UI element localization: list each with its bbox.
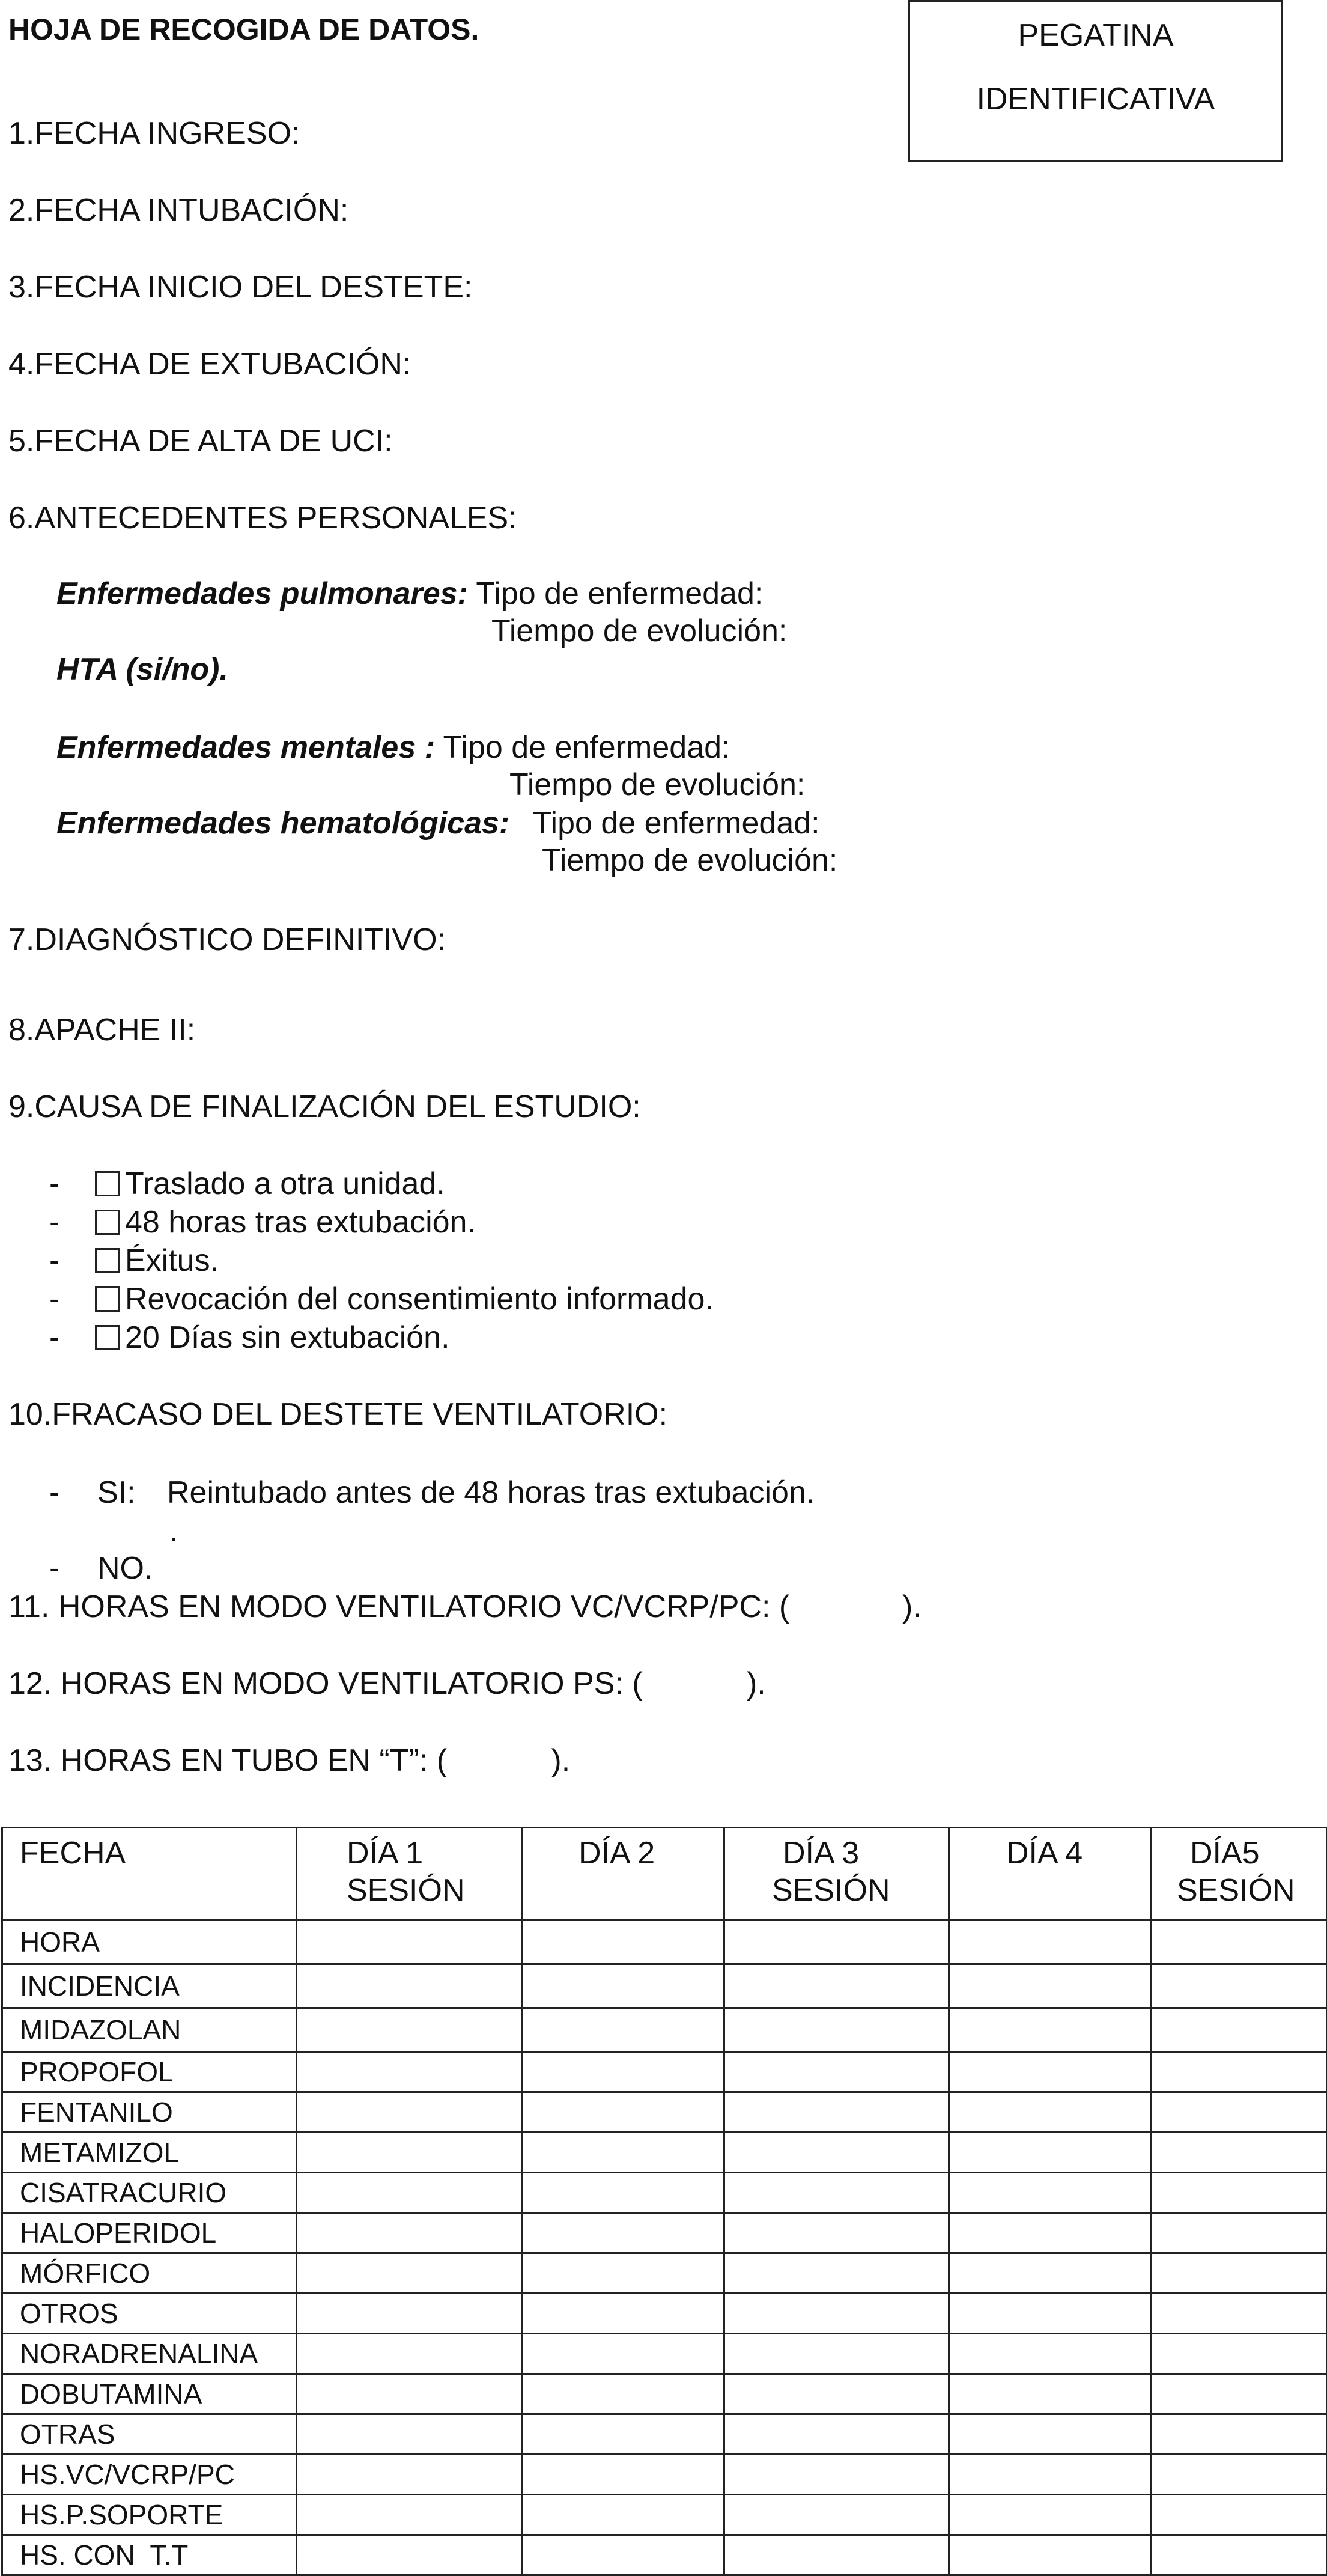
table-row — [2, 2213, 1327, 2253]
row-label: HORA — [2, 1920, 297, 1964]
entry-cell[interactable] — [949, 2294, 1151, 2334]
entry-cell[interactable] — [724, 2535, 949, 2575]
entry-cell[interactable] — [297, 2092, 523, 2133]
hematologicas-tiempo: Tiempo de evolución: — [542, 843, 838, 878]
hta-label: HTA (si/no). — [56, 652, 228, 687]
mentales-tiempo: Tiempo de evolución: — [509, 767, 806, 802]
entry-cell[interactable] — [1151, 2253, 1327, 2294]
entry-cell[interactable] — [1151, 2008, 1327, 2052]
causa-dash: - — [49, 1320, 60, 1355]
checkbox[interactable] — [95, 1248, 120, 1273]
row-label: HALOPERIDOL — [2, 2213, 297, 2253]
antecedente-hematologicas — [56, 808, 820, 839]
header-fecha: FECHA — [2, 1828, 297, 1920]
header-sesion-label: SESIÓN — [1177, 1873, 1295, 1908]
causa-dash: - — [49, 1205, 60, 1240]
antecedente-mentales — [56, 732, 730, 763]
row-label: MIDAZOLAN — [2, 2008, 297, 2052]
entry-cell[interactable] — [1151, 2495, 1327, 2535]
table-header-row — [2, 1828, 1327, 1920]
table-row — [2, 2294, 1327, 2334]
fracaso-dash: - — [49, 1551, 60, 1586]
entry-cell[interactable] — [523, 2008, 724, 2052]
entry-cell[interactable] — [523, 2052, 724, 2092]
field-fecha-inicio-destete: 3.FECHA INICIO DEL DESTETE: — [8, 270, 473, 305]
checkbox[interactable] — [95, 1286, 120, 1312]
header-day-label: DÍA 1 — [347, 1836, 424, 1871]
entry-cell[interactable] — [297, 2455, 523, 2495]
entry-cell[interactable] — [949, 2092, 1151, 2133]
entry-cell[interactable] — [1151, 1964, 1327, 2008]
entry-cell[interactable] — [297, 2173, 523, 2213]
causa-option-48h[interactable] — [95, 1207, 476, 1238]
entry-cell[interactable] — [724, 2414, 949, 2455]
entry-cell[interactable] — [949, 2253, 1151, 2294]
entry-cell[interactable] — [949, 2535, 1151, 2575]
entry-cell[interactable] — [1151, 2133, 1327, 2173]
row-label: OTROS — [2, 2294, 297, 2334]
header-sesion-label: SESIÓN — [772, 1873, 890, 1908]
entry-cell[interactable] — [297, 2374, 523, 2414]
entry-cell[interactable] — [949, 2133, 1151, 2173]
entry-cell[interactable] — [949, 1964, 1151, 2008]
entry-cell[interactable] — [297, 2253, 523, 2294]
entry-cell[interactable] — [724, 2334, 949, 2374]
entry-cell[interactable] — [724, 2008, 949, 2052]
entry-cell[interactable] — [297, 2294, 523, 2334]
header-dia4: DÍA 4 — [949, 1828, 1151, 1920]
field-apache: 8.APACHE II: — [8, 1012, 196, 1047]
checkbox[interactable] — [95, 1325, 120, 1350]
causa-option-exitus[interactable] — [95, 1245, 219, 1276]
hematologicas-label: Enfermedades hematológicas: — [56, 806, 510, 841]
table-row — [2, 2008, 1327, 2052]
causa-option-label: Revocación del consentimiento informado. — [125, 1282, 714, 1317]
causa-option-label: Éxitus. — [125, 1243, 219, 1278]
table-row — [2, 2414, 1327, 2455]
entry-cell[interactable] — [1151, 2334, 1327, 2374]
row-label: DOBUTAMINA — [2, 2374, 297, 2414]
entry-cell[interactable] — [949, 1920, 1151, 1964]
entry-cell[interactable] — [297, 2052, 523, 2092]
table-row — [2, 2052, 1327, 2092]
field-fracaso-destete: 10.FRACASO DEL DESTETE VENTILATORIO: — [8, 1397, 668, 1432]
checkbox[interactable] — [95, 1171, 120, 1196]
page-title: HOJA DE RECOGIDA DE DATOS. — [8, 13, 479, 46]
entry-cell[interactable] — [724, 1920, 949, 1964]
table-row — [2, 1964, 1327, 2008]
field-horas-ps: 12. HORAS EN MODO VENTILATORIO PS: ( ). — [8, 1666, 766, 1701]
field-fecha-extubacion: 4.FECHA DE EXTUBACIÓN: — [8, 347, 411, 382]
causa-dash: - — [49, 1166, 60, 1201]
row-label: METAMIZOL — [2, 2133, 297, 2173]
field-antecedentes: 6.ANTECEDENTES PERSONALES: — [8, 501, 517, 535]
entry-cell[interactable] — [297, 2535, 523, 2575]
causa-dash: - — [49, 1282, 60, 1317]
entry-cell[interactable] — [523, 2294, 724, 2334]
identification-sticker-box — [908, 0, 1283, 162]
entry-cell[interactable] — [724, 2173, 949, 2213]
row-label: MÓRFICO — [2, 2253, 297, 2294]
pulmonares-tipo: Tipo de enfermedad: — [476, 576, 764, 611]
header-dia2: DÍA 2 — [523, 1828, 724, 1920]
entry-cell[interactable] — [1151, 2092, 1327, 2133]
table-row — [2, 2253, 1327, 2294]
entry-cell[interactable] — [1151, 1920, 1327, 1964]
entry-cell[interactable] — [523, 2253, 724, 2294]
row-label: PROPOFOL — [2, 2052, 297, 2092]
entry-cell[interactable] — [297, 2213, 523, 2253]
entry-cell[interactable] — [1151, 2213, 1327, 2253]
entry-cell[interactable] — [724, 2133, 949, 2173]
entry-cell[interactable] — [297, 2495, 523, 2535]
row-label: HS.P.SOPORTE — [2, 2495, 297, 2535]
entry-cell[interactable] — [724, 2455, 949, 2495]
fracaso-dash: - — [49, 1475, 60, 1510]
entry-cell[interactable] — [523, 1964, 724, 2008]
entry-cell[interactable] — [1151, 2414, 1327, 2455]
mentales-tipo: Tipo de enfermedad: — [443, 730, 730, 765]
header-dia5 — [1151, 1828, 1327, 1920]
entry-cell[interactable] — [297, 1964, 523, 2008]
causa-dash: - — [49, 1243, 60, 1278]
table-row — [2, 2455, 1327, 2495]
entry-cell[interactable] — [523, 2414, 724, 2455]
sticker-label-line1: PEGATINA — [1018, 18, 1174, 53]
entry-cell[interactable] — [949, 2495, 1151, 2535]
table-row — [2, 2374, 1327, 2414]
entry-cell[interactable] — [724, 2092, 949, 2133]
row-label: NORADRENALINA — [2, 2334, 297, 2374]
entry-cell[interactable] — [1151, 2455, 1327, 2495]
entry-cell[interactable] — [297, 1920, 523, 1964]
hematologicas-tipo: Tipo de enfermedad: — [532, 806, 820, 841]
field-diagnostico: 7.DIAGNÓSTICO DEFINITIVO: — [8, 922, 446, 957]
entry-cell[interactable] — [949, 2173, 1151, 2213]
header-day-label: DÍA 3 — [783, 1836, 860, 1871]
sticker-label-line2: IDENTIFICATIVA — [976, 82, 1215, 117]
header-dia1 — [297, 1828, 523, 1920]
mentales-label: Enfermedades mentales : — [56, 730, 436, 765]
entry-cell[interactable] — [523, 2173, 724, 2213]
pulmonares-label: Enfermedades pulmonares: — [56, 576, 468, 611]
entry-cell[interactable] — [523, 2213, 724, 2253]
header-day-label: DÍA5 — [1190, 1836, 1260, 1871]
entry-cell[interactable] — [523, 2455, 724, 2495]
field-fecha-alta-uci: 5.FECHA DE ALTA DE UCI: — [8, 424, 393, 458]
fracaso-dot: . — [169, 1514, 178, 1548]
entry-cell[interactable] — [949, 2374, 1151, 2414]
entry-cell[interactable] — [297, 2334, 523, 2374]
fracaso-si-text: Reintubado antes de 48 horas tras extubación. — [167, 1475, 815, 1510]
entry-cell[interactable] — [724, 2294, 949, 2334]
entry-cell[interactable] — [523, 2374, 724, 2414]
antecedente-pulmonares — [56, 578, 763, 609]
entry-cell[interactable] — [1151, 2052, 1327, 2092]
entry-cell[interactable] — [724, 2495, 949, 2535]
table-row — [2, 2535, 1327, 2575]
table-row — [2, 2495, 1327, 2535]
pulmonares-tiempo: Tiempo de evolución: — [491, 614, 788, 648]
entry-cell[interactable] — [523, 2334, 724, 2374]
causa-option-label: 48 horas tras extubación. — [125, 1205, 476, 1240]
table-row — [2, 1920, 1327, 1964]
field-causa-finalizacion: 9.CAUSA DE FINALIZACIÓN DEL ESTUDIO: — [8, 1089, 641, 1124]
checkbox[interactable] — [95, 1210, 120, 1235]
entry-cell[interactable] — [523, 2133, 724, 2173]
table-row — [2, 2173, 1327, 2213]
causa-option-label: 20 Días sin extubación. — [125, 1320, 450, 1355]
row-label: HS. CON T.T — [2, 2535, 297, 2575]
field-horas-vc: 11. HORAS EN MODO VENTILATORIO VC/VCRP/PC: ( ). — [8, 1589, 922, 1624]
entry-cell[interactable] — [1151, 2173, 1327, 2213]
entry-cell[interactable] — [1151, 2535, 1327, 2575]
entry-cell[interactable] — [523, 2535, 724, 2575]
causa-option-label: Traslado a otra unidad. — [125, 1166, 445, 1201]
field-horas-tubo-t: 13. HORAS EN TUBO EN “T”: ( ). — [8, 1743, 571, 1778]
entry-cell[interactable] — [724, 2253, 949, 2294]
entry-cell[interactable] — [523, 1920, 724, 1964]
entry-cell[interactable] — [297, 2414, 523, 2455]
row-label: OTRAS — [2, 2414, 297, 2455]
causa-option-20dias[interactable] — [95, 1322, 450, 1353]
row-label: HS.VC/VCRP/PC — [2, 2455, 297, 2495]
row-label: INCIDENCIA — [2, 1964, 297, 2008]
header-sesion-label: SESIÓN — [347, 1873, 465, 1908]
data-collection-table — [1, 1827, 1327, 2576]
causa-option-traslado[interactable] — [95, 1168, 445, 1199]
entry-cell[interactable] — [297, 2133, 523, 2173]
causa-option-revocacion[interactable] — [95, 1283, 714, 1315]
entry-cell[interactable] — [949, 2334, 1151, 2374]
entry-cell[interactable] — [949, 2008, 1151, 2052]
table-row — [2, 2092, 1327, 2133]
row-label: FENTANILO — [2, 2092, 297, 2133]
table-row — [2, 2334, 1327, 2374]
entry-cell[interactable] — [724, 2213, 949, 2253]
field-fecha-intubacion: 2.FECHA INTUBACIÓN: — [8, 193, 349, 228]
entry-cell[interactable] — [1151, 2294, 1327, 2334]
entry-cell[interactable] — [297, 2008, 523, 2052]
entry-cell[interactable] — [949, 2052, 1151, 2092]
entry-cell[interactable] — [523, 2092, 724, 2133]
entry-cell[interactable] — [724, 2052, 949, 2092]
fracaso-no-label: NO. — [97, 1551, 153, 1586]
field-fecha-ingreso: 1.FECHA INGRESO: — [8, 116, 300, 151]
fracaso-si-label: SI: — [97, 1475, 136, 1510]
entry-cell[interactable] — [1151, 2374, 1327, 2414]
entry-cell[interactable] — [949, 2414, 1151, 2455]
entry-cell[interactable] — [724, 2374, 949, 2414]
row-label: CISATRACURIO — [2, 2173, 297, 2213]
entry-cell[interactable] — [523, 2495, 724, 2535]
header-dia3 — [724, 1828, 949, 1920]
entry-cell[interactable] — [949, 2213, 1151, 2253]
entry-cell[interactable] — [949, 2455, 1151, 2495]
table-row — [2, 2133, 1327, 2173]
entry-cell[interactable] — [724, 1964, 949, 2008]
